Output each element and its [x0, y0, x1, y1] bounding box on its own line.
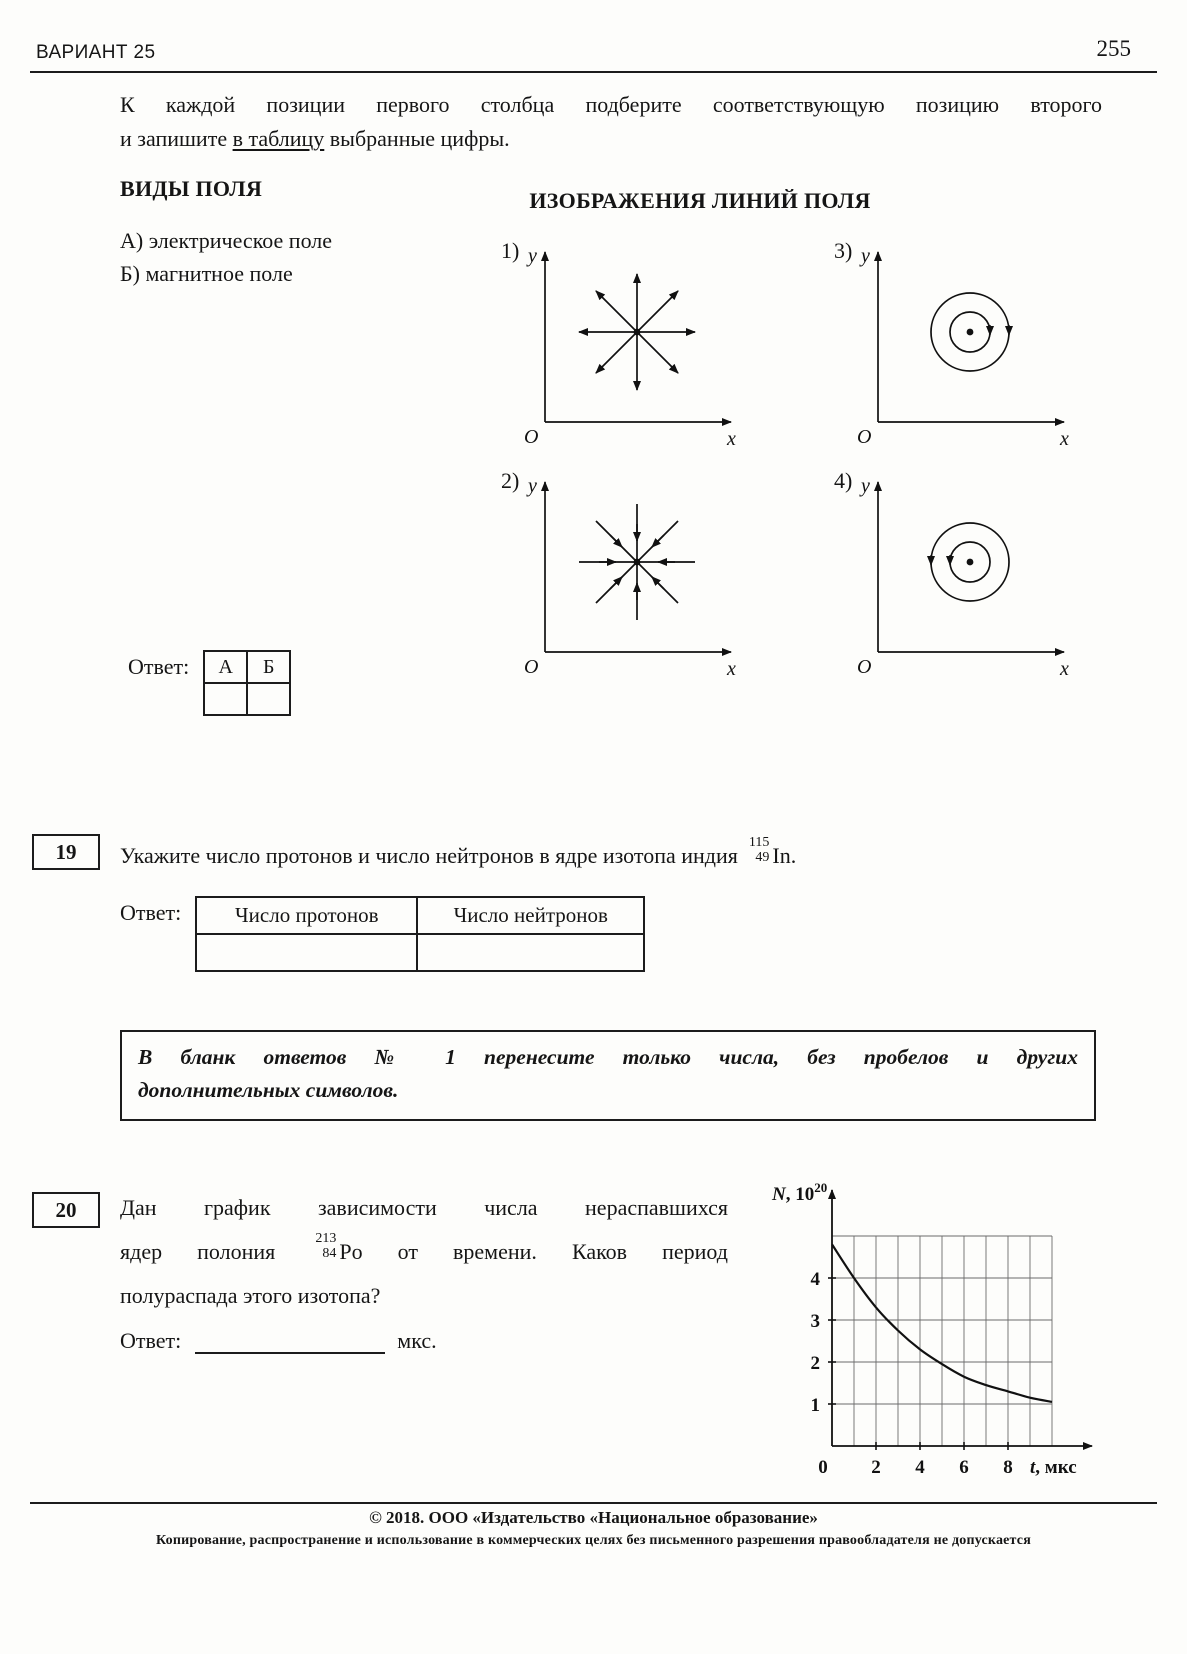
option-b: Б) магнитное поле — [120, 261, 293, 286]
question-19-text-end: . — [790, 843, 797, 868]
q20-answer-line — [120, 1328, 437, 1354]
q20-answer-label: Ответ: — [120, 1328, 182, 1353]
header-rule — [30, 71, 1157, 73]
question-19-text-main: Укажите число протонов и число нейтронов в ядре изотопа индия — [120, 843, 738, 868]
y-axis-label: y — [528, 475, 537, 497]
isotope-indium-numbers — [743, 835, 770, 865]
field-arrow — [596, 334, 635, 373]
field-arrow — [596, 291, 635, 330]
question-20-line2 — [120, 1230, 728, 1274]
y-axis-label: y — [861, 475, 870, 497]
y-axis-label: y — [861, 245, 870, 267]
isotope-polonium — [310, 1230, 362, 1274]
field-diagram-2-number: 2) — [501, 468, 520, 493]
field-diagram-2 — [499, 466, 749, 686]
question-20-text — [120, 1186, 728, 1318]
y-tick-label: 4 — [810, 1269, 820, 1290]
y-tick-label: 1 — [810, 1395, 820, 1416]
matching-answer-table — [203, 650, 291, 716]
q19-answer-row — [120, 896, 645, 972]
isotope-polonium-charge: 84 — [322, 1246, 337, 1261]
question-20-line2-post: от времени. Каков период — [362, 1239, 728, 1264]
field-diagram-4-number: 4) — [834, 468, 853, 493]
field-diagram-1-number: 1) — [501, 238, 520, 263]
matching-answer-label: Ответ: — [128, 654, 190, 679]
q19-answer-table — [195, 896, 645, 972]
x-axis-label: x — [1060, 658, 1069, 680]
answer-col-a-header: А — [204, 651, 247, 683]
x-tick-label: 6 — [959, 1457, 969, 1478]
origin-label: O — [857, 656, 872, 678]
charge-dot — [634, 559, 641, 566]
decay-graph — [770, 1174, 1115, 1486]
q20-answer-blank[interactable] — [195, 1330, 385, 1354]
x-tick-label: 0 — [818, 1457, 828, 1478]
page-number: 255 — [1096, 36, 1131, 61]
field-diagram-1-figure — [499, 236, 749, 451]
option-a: А) электрическое поле — [120, 228, 333, 253]
q19-answer-label: Ответ: — [120, 900, 182, 925]
note-line1: В бланк ответов № 1 перенесите только числа, без пробелов и других — [138, 1045, 1078, 1069]
q20-answer-unit: мкс. — [397, 1328, 437, 1353]
note-line2: дополнительных символов. — [138, 1078, 399, 1103]
intro-line1: К каждой позиции первого столбца подберите соответствующую позицию второго — [120, 92, 1102, 117]
x-tick-label: 2 — [871, 1457, 881, 1478]
answer-cell-b[interactable] — [247, 683, 290, 715]
field-arrowhead — [652, 535, 664, 547]
x-axis-label: x — [1060, 428, 1069, 450]
field-diagram-3-figure — [832, 236, 1082, 451]
field-diagram-1 — [499, 236, 749, 456]
y-axis-title: N, $10^{20}$ — [772, 1180, 828, 1205]
matching-answer-row — [128, 650, 291, 716]
x-axis-label: x — [727, 658, 736, 680]
footer-rule — [30, 1502, 1157, 1504]
isotope-indium-mass: 115 — [748, 835, 770, 850]
y-axis-label: y — [528, 245, 537, 267]
question-20-line1: Дан график зависимости числа нераспавшихся — [120, 1195, 728, 1220]
answer-cell-a[interactable] — [204, 683, 247, 715]
x-axis-label: x — [727, 428, 736, 450]
field-arrow — [639, 334, 678, 373]
intro-underlined-text: в таблицу — [232, 126, 325, 152]
isotope-polonium-mass: 213 — [315, 1231, 337, 1246]
footer-line2: Копирование, распространение и использование в коммерческих целях без письменного разрешения правообладателя не допускается — [155, 1533, 1031, 1548]
neutrons-answer-cell[interactable] — [417, 934, 644, 971]
neutrons-header: Число нейтронов — [417, 897, 644, 934]
field-diagram-3-number: 3) — [834, 238, 853, 263]
question-20-line2-pre: ядер полония — [120, 1239, 311, 1264]
x-axis-title: t, мкс — [1030, 1457, 1077, 1478]
right-column-heading: ИЗОБРАЖЕНИЯ ЛИНИЙ ПОЛЯ — [529, 188, 871, 213]
isotope-indium-charge: 49 — [755, 850, 770, 865]
protons-answer-cell[interactable] — [196, 934, 417, 971]
isotope-polonium-numbers — [310, 1231, 337, 1261]
field-arrow — [639, 291, 678, 330]
intro-paragraph — [120, 88, 1102, 156]
field-arrowhead — [610, 577, 622, 589]
field-arrowhead — [652, 577, 664, 589]
x-tick-label: 8 — [1003, 1457, 1013, 1478]
origin-label: O — [524, 656, 539, 678]
question-20-line3: полураспада этого изотопа? — [120, 1283, 381, 1308]
question-19-text — [120, 835, 1120, 873]
isotope-indium — [743, 835, 791, 873]
answer-col-b-header: Б — [247, 651, 290, 683]
field-arrowhead — [610, 535, 622, 547]
question-19-number: 19 — [32, 834, 100, 870]
variant-label: ВАРИАНТ 25 — [36, 42, 156, 63]
current-dot — [967, 559, 974, 566]
footer-line1: © 2018. ООО «Издательство «Национальное образование» — [369, 1508, 818, 1527]
isotope-polonium-symbol: Po — [339, 1239, 363, 1264]
x-tick-label: 4 — [915, 1457, 925, 1478]
field-diagram-4-figure — [832, 466, 1082, 681]
charge-dot — [634, 329, 641, 336]
y-tick-label: 2 — [810, 1353, 820, 1374]
origin-label: O — [524, 426, 539, 448]
intro-line2-pre: и запишите — [120, 126, 233, 152]
field-diagram-2-figure — [499, 466, 749, 681]
note-box — [120, 1030, 1096, 1121]
question-20-number: 20 — [32, 1192, 100, 1228]
current-dot — [967, 329, 974, 336]
field-diagram-3 — [832, 236, 1082, 456]
field-diagram-4 — [832, 466, 1082, 686]
y-tick-label: 3 — [810, 1311, 820, 1332]
intro-line2 — [120, 122, 1102, 156]
origin-label: O — [857, 426, 872, 448]
intro-line2-post: выбранные цифры. — [324, 126, 510, 152]
isotope-indium-symbol: In — [772, 843, 791, 868]
protons-header: Число протонов — [196, 897, 417, 934]
left-column-heading: ВИДЫ ПОЛЯ — [120, 176, 263, 201]
